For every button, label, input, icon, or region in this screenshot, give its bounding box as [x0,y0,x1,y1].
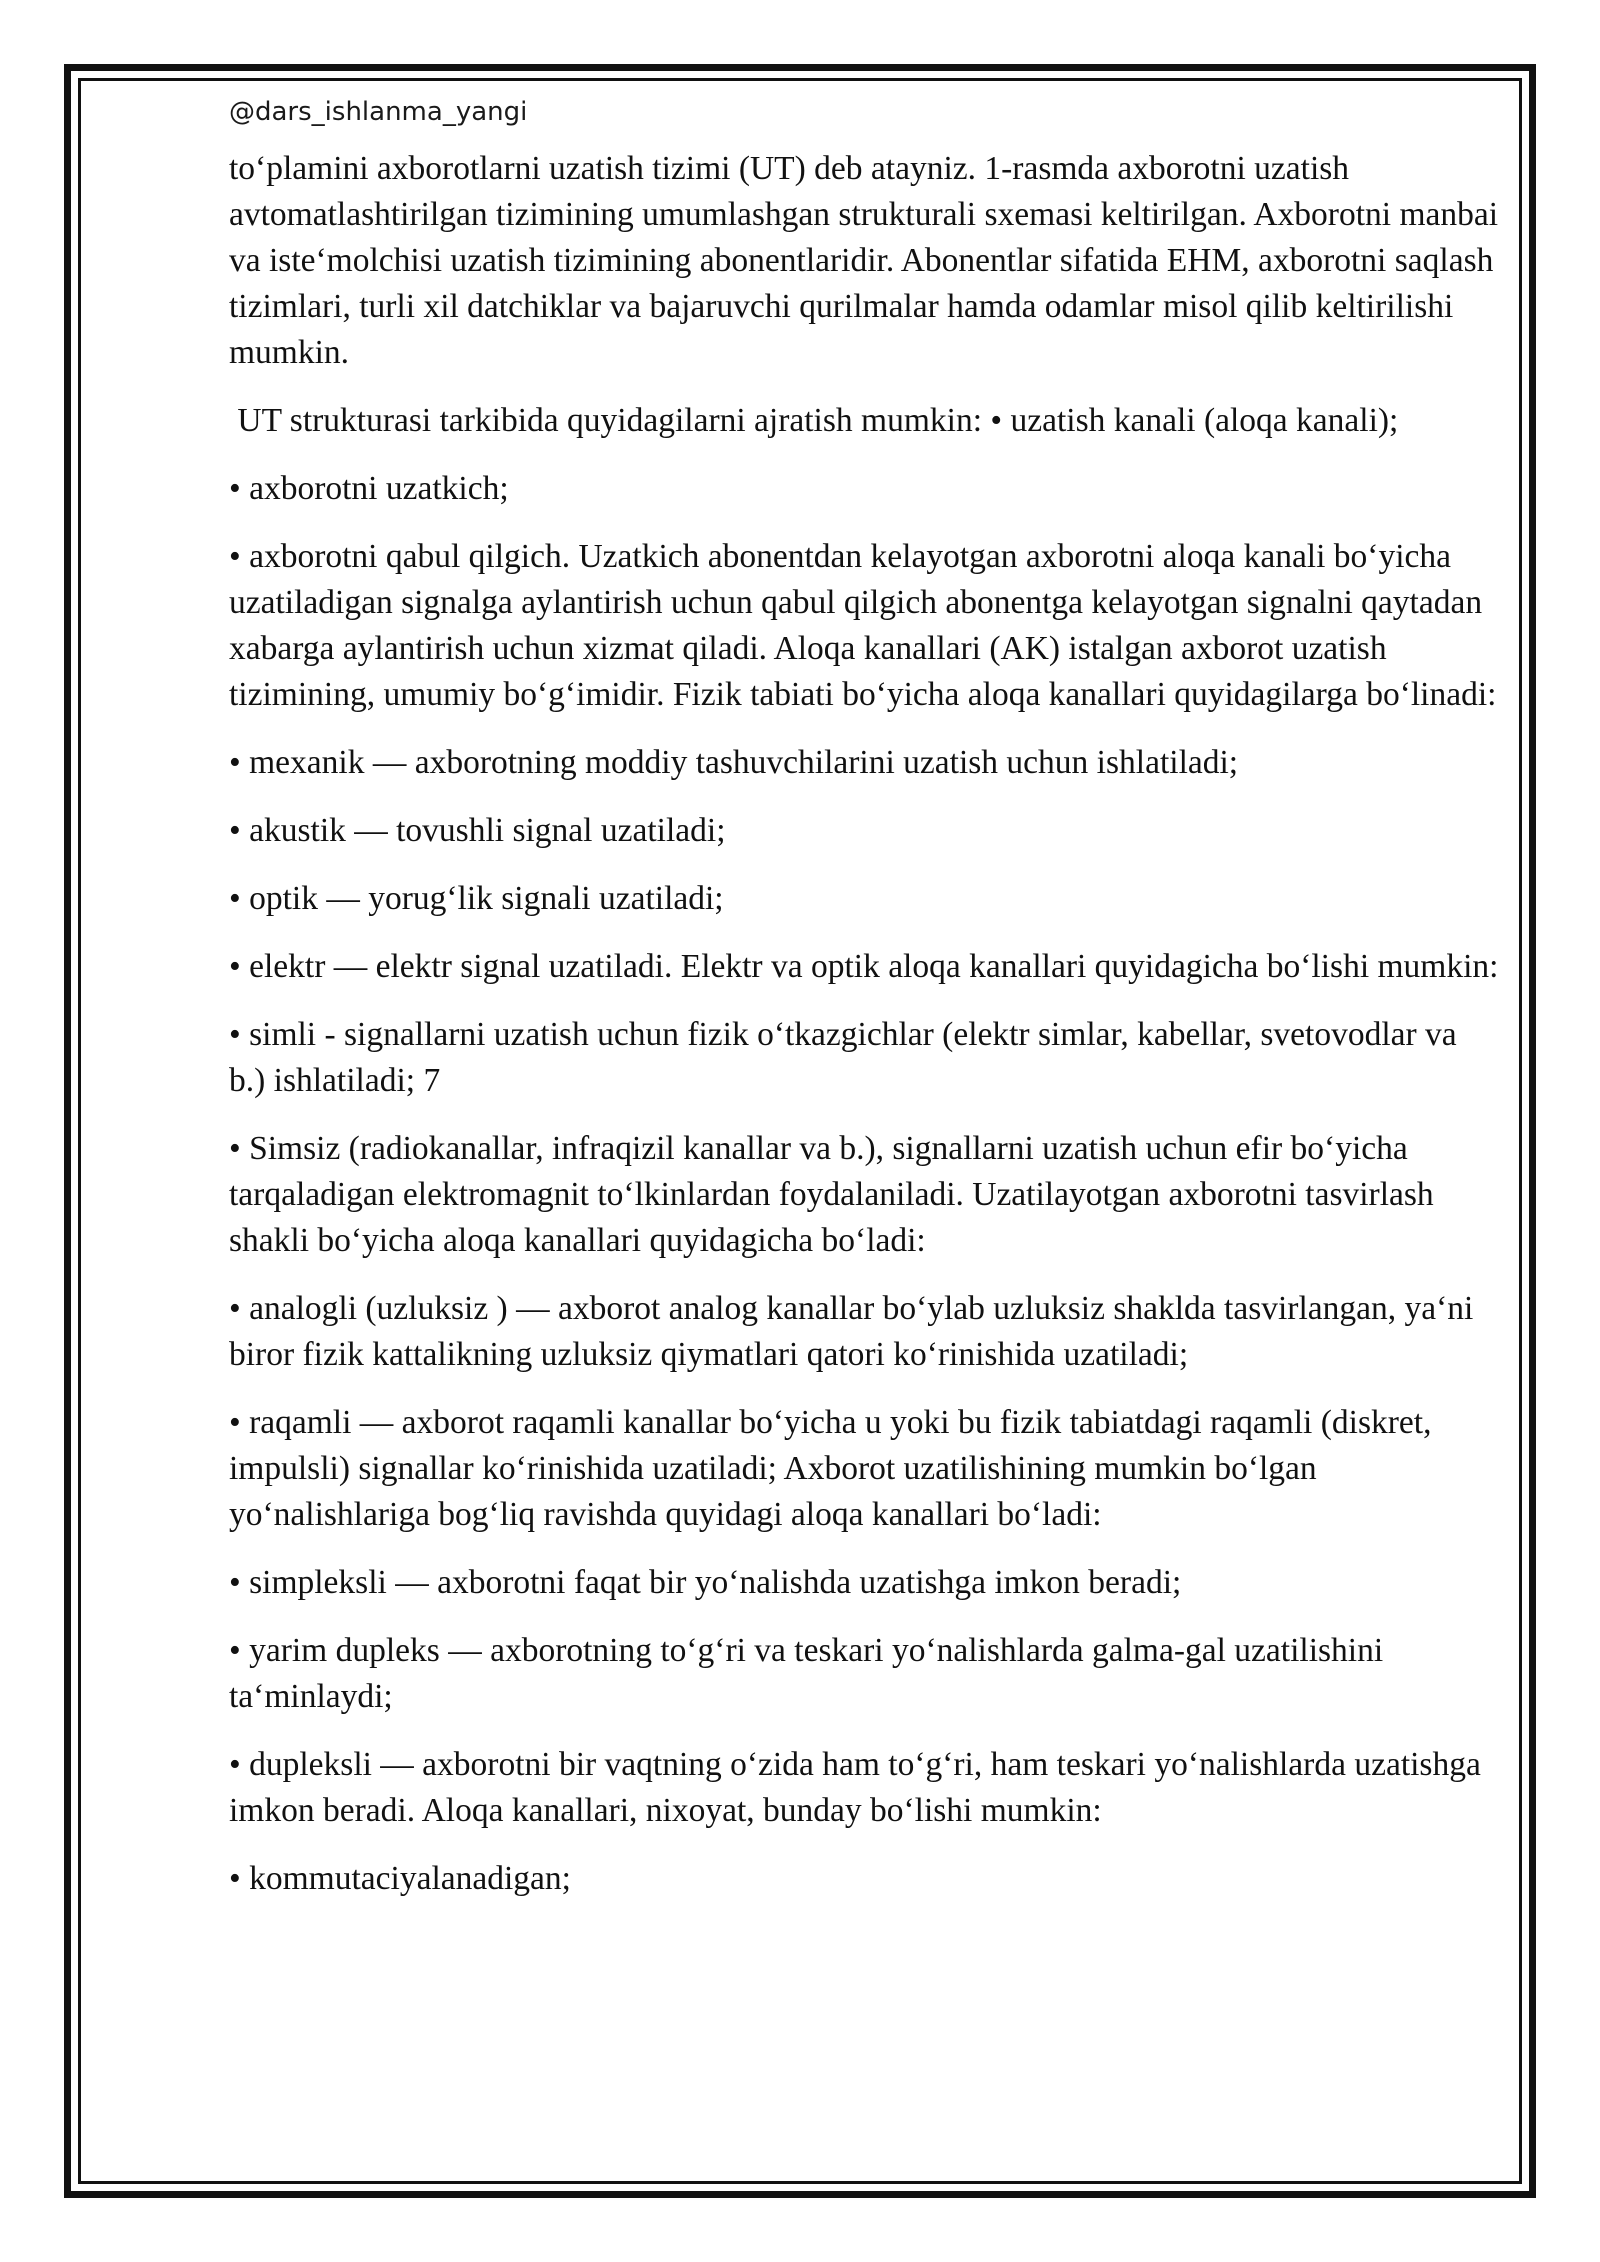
page-content [229,92,1499,1924]
list-item-optical: • optik — yorug‘lik signali uzatiladi; [229,880,724,917]
list-item-duplex: • dupleksli — axborotni bir vaqtning o‘zida ham to‘g‘ri, ham teskari yo‘nalishlarda uzatishga imkon beradi. Aloqa kanallari, nixoyat, bunday bo‘lishi mumkin: [229,1746,1481,1829]
list-item-acoustic: • akustik — tovushli signal uzatiladi; [229,812,726,849]
list-item-electric: • elektr — elektr signal uzatiladi. Elektr va optik aloqa kanallari quyidagicha bo‘lishi mumkin: [229,948,1499,985]
list-item-analog: • analogli (uzluksiz ) — axborot analog kanallar bo‘ylab uzluksiz shaklda tasvirlangan, ya‘ni biror fizik kattalikning uzluksiz qiymatlari qatori ko‘rinishida uzatiladi; [229,1290,1474,1373]
list-item-simplex: • simpleksli — axborotni faqat bir yo‘nalishda uzatishga imkon beradi; [229,1564,1182,1601]
list-item-mechanical: • mexanik — axborotning moddiy tashuvchilarini uzatish uchun ishlatiladi; [229,744,1239,781]
paragraph-ut-structure: UT strukturasi tarkibida quyidagilarni ajratish mumkin: • uzatish kanali (aloqa kanali); [229,402,1399,439]
list-item-transmitter: • axborotni uzatkich; [229,470,509,507]
list-item-half-duplex: • yarim dupleks — axborotning to‘g‘ri va teskari yo‘nalishlarda galma-gal uzatilishini ta‘minlaydi; [229,1632,1384,1715]
list-item-digital: • raqamli — axborot raqamli kanallar bo‘yicha u yoki bu fizik tabiatdagi raqamli (diskret, impulsli) signallar ko‘rinishida uzatiladi; Axborot uzatilishining mumkin bo‘lgan yo‘nalishlariga bog‘liq ravishda quyidagi aloqa kanallari bo‘ladi: [229,1404,1432,1533]
list-item-wireless: • Simsiz (radiokanallar, infraqizil kanallar va b.), signallarni uzatish uchun efir bo‘yicha tarqaladigan elektromagnit to‘lkinlardan foydalaniladi. Uzatilayotgan axborotni tasvirlash shakli bo‘yicha aloqa kanallari quyidagicha bo‘ladi: [229,1130,1434,1259]
paragraph-intro: to‘plamini axborotlarni uzatish tizimi (UT) deb atayniz. 1-rasmda axborotni uzatish avtomatlashtirilgan tizimining umumlashgan strukturali sxemasi keltirilgan. Axborotni manbai va iste‘molchisi uzatish tizimining abonentlaridir. Abonentlar sifatida EHM, axborotni saqlash tizimlari, turli xil datchiklar va bajaruvchi qurilmalar hamda odamlar misol qilib keltirilishi mumkin. [229,150,1499,371]
list-item-receiver: • axborotni qabul qilgich. Uzatkich abonentdan kelayotgan axborotni aloqa kanali bo‘yicha uzatiladigan signalga aylantirish uchun qabul qilgich abonentga kelayotgan signalni qaytadan xabarga aylantirish uchun xizmat qiladi. Aloqa kanallari (AK) istalgan axborot uzatish tizimining, umumiy bo‘g‘imidir. Fizik tabiati bo‘yicha aloqa kanallari quyidagilarga bo‘linadi: [229,538,1497,713]
list-item-switched: • kommutaciyalanadigan; [229,1860,571,1897]
channel-handle: @dars_ishlanma_yangi [229,97,528,127]
list-item-wired: • simli - signallarni uzatish uchun fizik o‘tkazgichlar (elektr simlar, kabellar, svetovodlar va b.) ishlatiladi; 7 [229,1016,1457,1099]
